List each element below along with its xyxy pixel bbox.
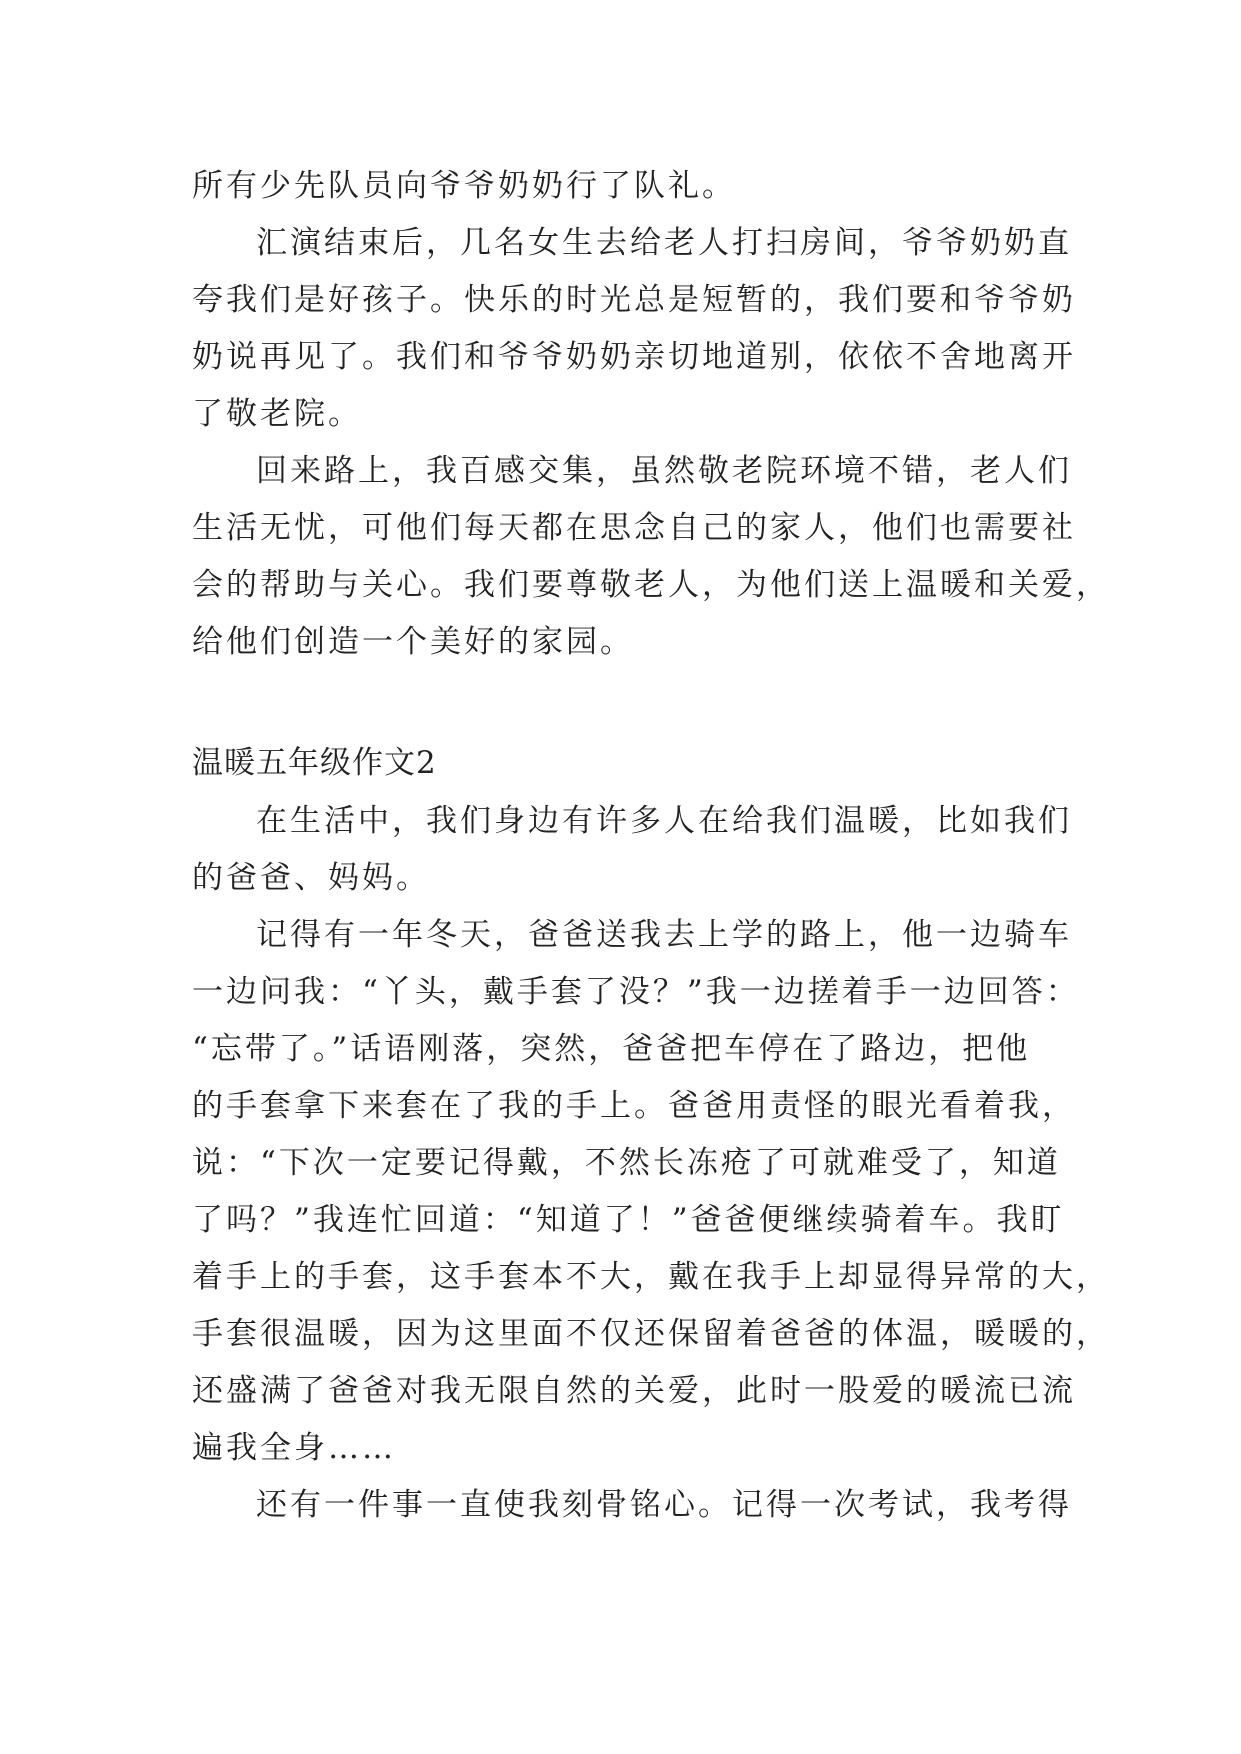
essay-heading: 温暖五年级作文2 xyxy=(192,745,437,781)
paragraph-start-line: 回来路上，我百感交集，虽然敬老院环境不错，老人们 xyxy=(256,453,1072,489)
text-line: 了敬老院。 xyxy=(192,396,362,432)
text-line: 所有少先队员向爷爷奶奶行了队礼。 xyxy=(192,168,736,204)
text-line: 夸我们是好孩子。快乐的时光总是短暂的，我们要和爷爷奶 xyxy=(192,282,1076,318)
text-line: 的爸爸、妈妈。 xyxy=(192,860,430,896)
text-line: 生活无忧，可他们每天都在思念自己的家人，他们也需要社 xyxy=(192,510,1076,546)
text-line: 手套很温暖，因为这里面不仅还保留着爸爸的体温，暖暖的， xyxy=(192,1316,1110,1352)
paragraph-start-line: 还有一件事一直使我刻骨铭心。记得一次考试，我考得 xyxy=(256,1487,1072,1523)
text-line: 了吗？”我连忙回道：“知道了！”爸爸便继续骑着车。我盯 xyxy=(192,1202,1065,1238)
text-line: 的手套拿下来套在了我的手上。爸爸用责怪的眼光看着我， xyxy=(192,1088,1076,1124)
text-line: 还盛满了爸爸对我无限自然的关爱，此时一股爱的暖流已流 xyxy=(192,1373,1076,1409)
paragraph-start-line: 汇演结束后，几名女生去给老人打扫房间，爷爷奶奶直 xyxy=(256,225,1072,261)
text-line: 说：“下次一定要记得戴，不然长冻疮了可就难受了，知道 xyxy=(192,1145,1061,1181)
text-line: 会的帮助与关心。我们要尊敬老人，为他们送上温暖和关爱， xyxy=(192,567,1110,603)
paragraph-start-line: 记得有一年冬天，爸爸送我去上学的路上，他一边骑车 xyxy=(256,917,1072,953)
paragraph-start-line: 在生活中，我们身边有许多人在给我们温暖，比如我们 xyxy=(256,803,1072,839)
text-line: 遍我全身…… xyxy=(192,1430,396,1466)
text-line: 给他们创造一个美好的家园。 xyxy=(192,624,634,660)
text-line: 奶说再见了。我们和爷爷奶奶亲切地道别，依依不舍地离开 xyxy=(192,339,1076,375)
text-line: 着手上的手套，这手套本不大，戴在我手上却显得异常的大， xyxy=(192,1259,1110,1295)
text-line: “忘带了。”话语刚落，突然，爸爸把车停在了路边，把他 xyxy=(192,1031,1031,1067)
text-line: 一边问我：“丫头，戴手套了没？”我一边搓着手一边回答： xyxy=(192,974,1080,1010)
